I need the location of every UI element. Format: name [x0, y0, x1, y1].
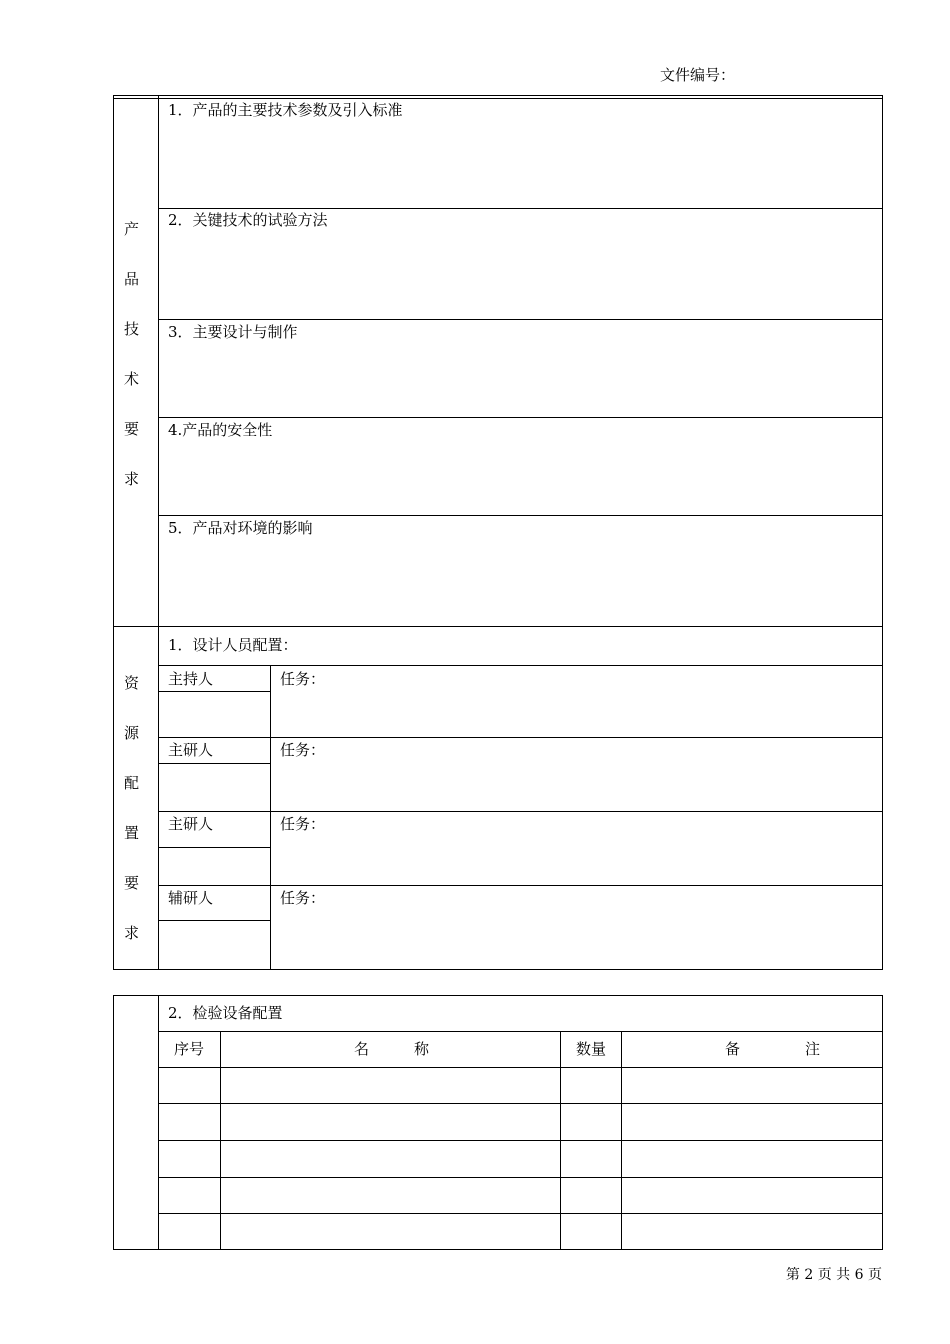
role-label: 主研人 — [168, 741, 214, 759]
equipment-title: 2．检验设备配置 — [168, 1004, 283, 1022]
task-label: 任务： — [280, 815, 326, 833]
tech-item-test-method: 2．关键技术的试验方法 — [168, 211, 328, 229]
tech-item-design: 3．主要设计与制作 — [168, 323, 298, 341]
task-label: 任务： — [280, 889, 326, 907]
role-label: 主持人 — [168, 670, 214, 688]
header-note-char: 注 — [805, 1040, 821, 1058]
header-qty: 数量 — [576, 1040, 607, 1058]
side-char: 术 — [124, 370, 140, 388]
header-name-char: 名 — [354, 1040, 370, 1058]
side-char: 求 — [124, 470, 140, 488]
task-label: 任务： — [280, 670, 326, 688]
tech-item-params: 1．产品的主要技术参数及引入标准 — [168, 101, 403, 119]
side-char: 产 — [124, 220, 140, 238]
header-name — [354, 1042, 429, 1057]
role-label: 辅研人 — [168, 889, 214, 907]
side-char: 配 — [124, 774, 140, 792]
side-char: 求 — [124, 924, 140, 942]
header-note — [725, 1042, 820, 1057]
side-char: 要 — [124, 874, 140, 892]
header-seq: 序号 — [174, 1040, 205, 1058]
tech-item-environment: 5．产品对环境的影响 — [168, 519, 313, 537]
header-name-char: 称 — [414, 1040, 430, 1058]
task-label: 任务： — [280, 741, 326, 759]
file-number-label: 文件编号： — [660, 66, 736, 84]
side-char: 源 — [124, 724, 140, 742]
role-label: 主研人 — [168, 815, 214, 833]
personnel-title: 1．设计人员配置： — [168, 636, 298, 654]
side-char: 品 — [124, 270, 140, 288]
header-note-char: 备 — [725, 1040, 741, 1058]
side-char: 技 — [124, 320, 140, 338]
side-char: 资 — [124, 674, 140, 692]
side-char: 要 — [124, 420, 140, 438]
tech-item-safety: 4.产品的安全性 — [168, 421, 273, 439]
page-number: 第 2 页 共 6 页 — [785, 1267, 882, 1283]
side-char: 置 — [124, 824, 140, 842]
